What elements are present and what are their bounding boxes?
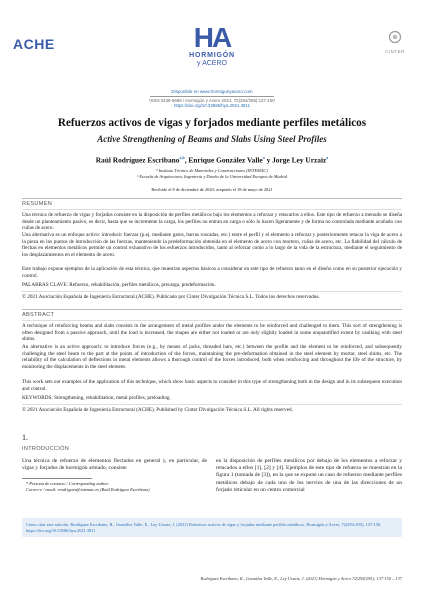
hormigon-acero-logo — [170, 24, 254, 68]
footnote-rule — [22, 478, 92, 479]
abstract-p2: An alternative is an active approach: to introduce forces (e.g., by means of jacks, threaded bars, etc.) between the profile and the element to be reinforced, and subsequently challenging the steel beam to the part at the points of introduction of the forces, maintaining the pre-deformation obtained in the steel element by mortar, steel shims, etc. The reliability of the calculation of deflections in metal elements allows a thorough control of the forces introduced, both when reinforcing and throughout the life of the structure, by monitoring the displacements in the steel element. — [22, 344, 402, 370]
author-3-sup: a — [326, 155, 329, 160]
abstract-copyright: © 2021 Asociación Española de Ingeniería Estructural (ACHE). Published by Cinter Divulgación Técnica S.L. All rights reserved. — [22, 407, 293, 413]
resumen-top-rule — [22, 198, 402, 199]
cinter-icon — [388, 30, 402, 44]
abstract-top-rule — [22, 309, 402, 310]
section-number: 1. — [22, 433, 28, 442]
resumen-keywords: PALABRAS CLAVE: Refuerzo, rehabilitación, perfiles metálicos, precarga, predeformación. — [22, 282, 216, 288]
resumen-copyright-rule — [22, 291, 402, 292]
cinter-logo — [376, 30, 414, 54]
authors — [20, 155, 404, 164]
received-dates: Recibido el 8 de diciembre de 2020; aceptado el 18 de mayo de 2021 — [151, 187, 273, 192]
abstract-p3: This work sets out examples of the application of this technique, which show basic aspects to consider in this type of strengthening both in the design and in its subsequent execution and control. — [22, 379, 402, 392]
section-heading: INTRODUCCIÓN — [22, 446, 70, 452]
ache-logo-text: ACHE — [13, 36, 55, 52]
resumen-p1: Una técnica de refuerzo de vigas y forjados consiste en la disposición de perfiles metálicos bajo los elementos a reforzar y retacarlos a ellos. Este tipo de refuerzo a menudo se diseña desde un planteamiento pasivo, es decir, hasta que se incremente la carga, los perfiles no entran en carga o sólo lo hacen ligeramente y de forma no controlada mediante acuñado con cuñas de acero. — [22, 212, 402, 232]
affiliation-a: ª Instituto Técnico de Materiales y Construcciones (INTEMAC) — [156, 168, 268, 173]
doi-line[interactable]: https://doi.org/10.33586/hya.2021.3811 — [173, 103, 251, 108]
author-3: y Jorge Ley Urzaiz — [264, 155, 327, 165]
resumen-heading: RESUMEN — [22, 201, 53, 207]
cite-box: Cómo citar este artículo: Rodríguez Escribano, R., González Valle, E., Ley Urzaiz, J. (2021) Refuerzos activos de vigas y forjados mediante perfiles metálicos, Hormigón y Acero, 72(294-295), 137-150, https://doi.org/10.33586/hya.2021.3811 — [22, 518, 402, 537]
abstract-heading-rule — [22, 320, 402, 321]
abstract-copyright-rule — [22, 404, 402, 405]
abstract-heading: ABSTRACT — [22, 312, 55, 318]
abstract-keywords: KEYWORDS: Strengthening, rehabilitation, metal profiles, preloading. — [22, 395, 171, 401]
website-line — [120, 89, 304, 94]
footnote-email[interactable]: Correo-e / email: rrodriguez@intemac.es (Raúl Rodríguez Escribano) — [26, 487, 150, 492]
footnote-contact: * Persona de contacto / Corresponding author: — [26, 481, 110, 486]
affiliation-b: ᵇ Escuela de Arquitectura, Ingeniería y Diseño de la Universidad Europea de Madrid — [137, 174, 287, 179]
abstract-p1: A technique of reinforcing beams and slabs consists in the arrangement of metal profiles under the elements to be reinforced and challenged to them. This sort of strengthening is often designed from a passive approach, until the load is increased, the shapes are either not loaded or are only slightly loaded in some unquantified extent by caulking with steel shims. — [22, 323, 402, 343]
resumen-p2: Una alternativa es un enfoque activo: introducir fuerzas (p.ej. mediante gatos, barras roscadas, etc.) entre el perfil y el elemento a reforzar y posteriormente retacar la viga de acero a la pieza en los puntos de introducción de las fuerzas, manteniendo la predeformación obtenida en el elemento de acero con mortero, cuñas de acero, etc. La fiabilidad del cálculo de flechas en elementos metálicos permite un control exhaustivo de los esfuerzos introducidos, tanto al reforzar como a lo largo de la vida de la estructura, mediante el seguimiento de los desplazamientos en el elemento de acero. — [22, 232, 402, 258]
website-link[interactable]: Disponible en www.hormigonyacero.com — [171, 89, 253, 94]
resumen-p3: Este trabajo expone ejemplos de la aplicación de esta técnica, que muestran aspectos básicos a considerar en este tipo de refuerzo tanto en el diseño como en su posterior ejecución y control. — [22, 266, 402, 279]
title-en: Active Strengthening of Beams and Slabs Using Steel Profiles — [97, 134, 327, 144]
ache-logo — [13, 36, 55, 52]
author-1: Raúl Rodríguez Escribano — [95, 155, 180, 165]
logo-line1: HORMIGÓN — [189, 52, 235, 59]
resumen-heading-rule — [22, 209, 402, 210]
page-footer: Rodríguez Escribano, R., González Valle, E., Ley Urzaiz, J. (2021) Hormigón y Acero 72(294/295); 137-150 – 137 — [200, 576, 402, 581]
author-2: , Enrique González Valle — [184, 155, 263, 165]
section-col2: en la disposición de perfiles metálicos por debajo de los elementos a reforzar y retacados a ellos [1], [2] y [4]. Ejemplos de este tipo de refuerzo se muestran en la figura 1 (tomada de [3]), en la que se expone un caso de refuerzo mediante perfiles metálicos debajo de cada uno de los nervios de una de las direcciones de un forjado reticular en un centro comercial — [216, 458, 402, 493]
author-1-sup: a,b — [179, 155, 185, 160]
resumen-copyright: © 2021 Asociación Española de Ingeniería Estructural (ACHE). Publicado por Cinter Divulgación Técnica S.L. Todos los derechos reservados. — [22, 294, 320, 300]
issn-line: ISSN 0439-5689 / Hormigón y Acero 2021; 72(294/295):137-150 — [149, 98, 275, 103]
logo-line2: y ACERO — [197, 60, 227, 67]
logo-mark: HA — [193, 22, 231, 53]
header-rule — [150, 96, 274, 97]
title-es: Refuerzos activos de vigas y forjados mediante perfiles metálicos — [57, 117, 367, 129]
author-2-sup: a — [262, 155, 265, 160]
cinter-label: CINTER — [385, 49, 405, 54]
section-col1: Una técnica de refuerzo de elementos flectados en general y, en particular, de vigas y forjados de hormigón armado, consiste — [22, 458, 207, 472]
